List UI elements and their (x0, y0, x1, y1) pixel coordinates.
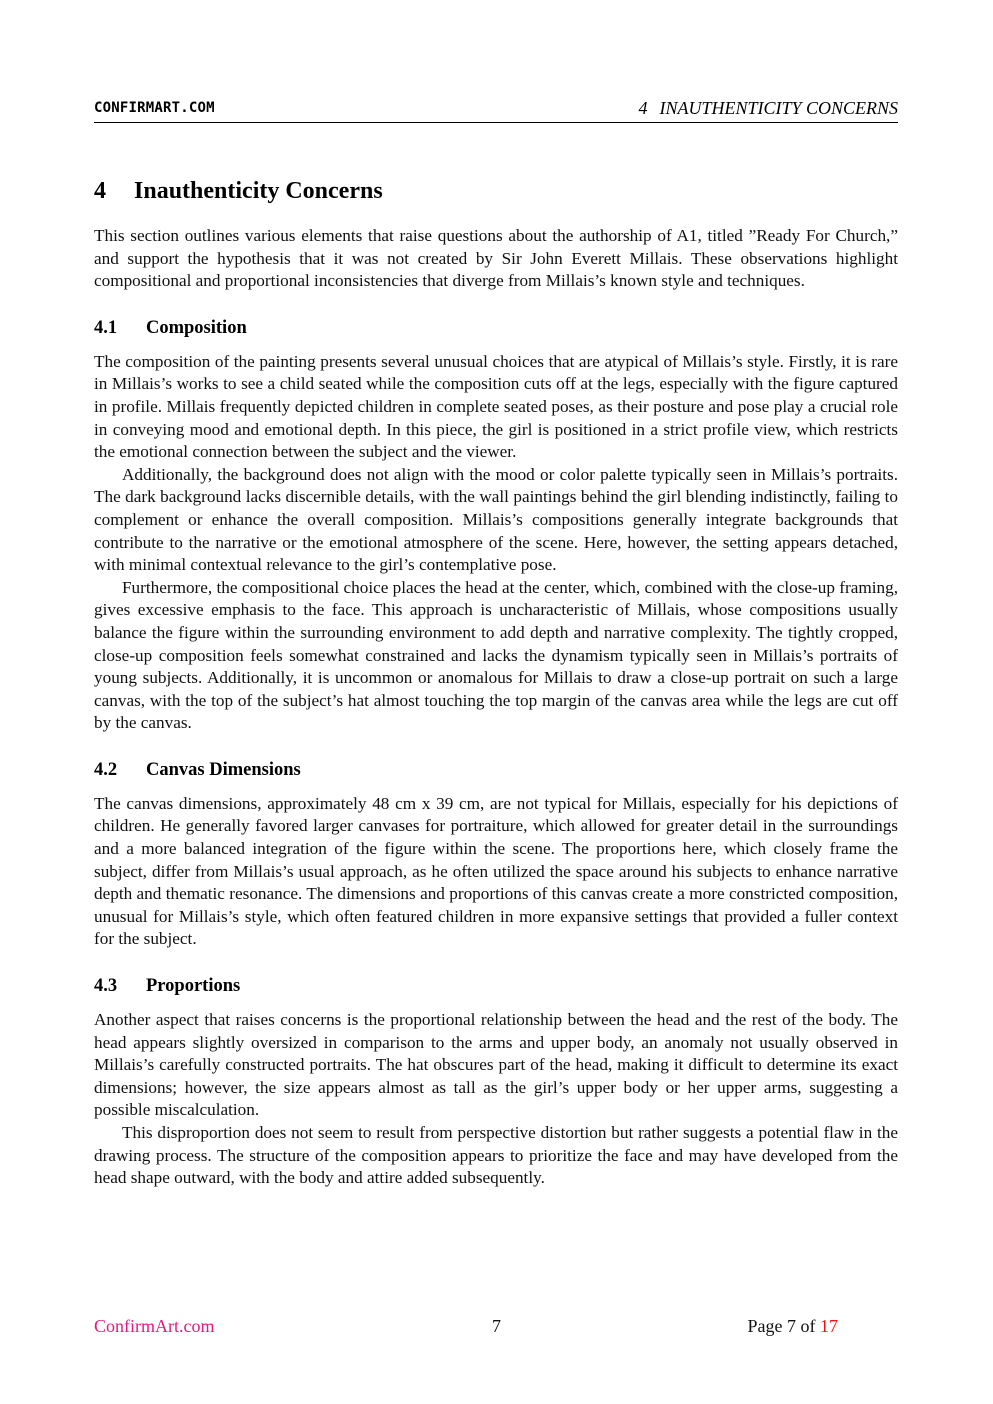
subsection-title: Canvas Dimensions (146, 759, 301, 780)
paragraph: Furthermore, the compositional choice places the head at the center, which, combined with the close-up framing, gives excessive emphasis to the face. This approach is uncharacteristic of Millais, whose compositions usually balance the figure within the surrounding environment to add depth and narrative complexity. The tightly cropped, close-up composition feels somewhat constrained and lacks the dynamism typically seen in Millais’s portraits of young subjects. Additionally, it is uncommon or anomalous for Millais to draw a close-up portrait on such a large canvas, with the top of the subject’s hat almost touching the top margin of the canvas area while the legs are cut off by the canvas. (94, 577, 898, 733)
paragraph: This disproportion does not seem to result from perspective distortion but rather suggests a potential flaw in the drawing process. The structure of the composition appears to prioritize the face and may have developed from the head shape outward, with the body and attire added subsequently. (94, 1123, 898, 1188)
paragraph: Another aspect that raises concerns is the proportional relationship between the head and the rest of the body. The head appears slightly oversized in comparison to the arms and upper body, an anomaly not usually observed in Millais’s carefully constructed portraits. The hat obscures part of the head, making it difficult to determine its exact dimensions; however, the size appears almost as tall as the girl’s upper body or her upper arms, suggesting a possible miscalculation. (94, 1010, 898, 1120)
subsection-number: 4.3 (94, 976, 118, 997)
section-number: 4 (94, 178, 106, 204)
site-logo: CONFIRMART.COM (94, 100, 215, 116)
footer-page-label: Page 7 of (747, 1316, 820, 1336)
subsection-title: Proportions (146, 976, 241, 997)
footer-page-number: 7 (492, 1316, 501, 1336)
footer-site-link[interactable]: ConfirmArt.com (94, 1316, 215, 1336)
section-title: Inauthenticity Concerns (134, 178, 383, 204)
footer-page-count (748, 1316, 838, 1337)
running-head-title: INAUTHENTICITY CONCERNS (659, 98, 898, 118)
subsection-heading-composition (94, 315, 898, 341)
page-footer (94, 1316, 854, 1340)
paragraph: Additionally, the background does not align with the mood or color palette typically seen in Millais’s portraits. The dark background lacks discernible details, with the wall paintings behind the girl blending indistinctly, failing to complement or enhance the overall composition. Millais’s compositions generally integrate backgrounds that contribute to the narrative or the emotional atmosphere of the scene. Here, however, the setting appears detached, with minimal contextual relevance to the girl’s contemplative pose. (94, 464, 898, 575)
subsection-number: 4.1 (94, 317, 118, 338)
subsection-heading-canvas-dimensions (94, 757, 898, 783)
running-head-number: 4 (638, 98, 648, 118)
footer-total-pages-link[interactable]: 17 (820, 1316, 838, 1336)
running-head (638, 98, 898, 119)
subsection-title: Composition (146, 317, 247, 338)
subsection-number: 4.2 (94, 759, 118, 780)
page-content (94, 175, 898, 1190)
section-heading (94, 175, 898, 207)
page-header (94, 98, 898, 123)
paragraph: The composition of the painting presents several unusual choices that are atypical of Millais’s style. Firstly, it is rare in Millais’s works to see a child seated while the composition cuts off at the legs, especially with the figure captured in profile. Millais frequently depicted children in complete seated poses, as their posture and pose play a crucial role in conveying mood and emotional depth. In this piece, the girl is positioned in a strict profile view, which restricts the emotional connection between the subject and the viewer. (94, 351, 898, 462)
section-intro: This section outlines various elements that raise questions about the authorship of A1, titled ”Ready For Church,” and support the hypothesis that it was not created by Sir John Everett Millais. These observations highlight compositional and proportional inconsistencies that diverge from Millais’s known style and techniques. (94, 226, 898, 291)
subsection-heading-proportions (94, 973, 898, 999)
paragraph: The canvas dimensions, approximately 48 cm x 39 cm, are not typical for Millais, especially for his depictions of children. He generally favored larger canvases for portraiture, which allowed for greater detail in the surroundings and a more balanced integration of the figure within the scene. The proportions here, which closely frame the subject, differ from Millais’s usual approach, as he often utilized the space around his subjects to enhance narrative depth and thematic resonance. The dimensions and proportions of this canvas create a more constricted composition, unusual for Millais’s style, which often featured children in more expansive settings that provided a fuller context for the subject. (94, 793, 898, 949)
